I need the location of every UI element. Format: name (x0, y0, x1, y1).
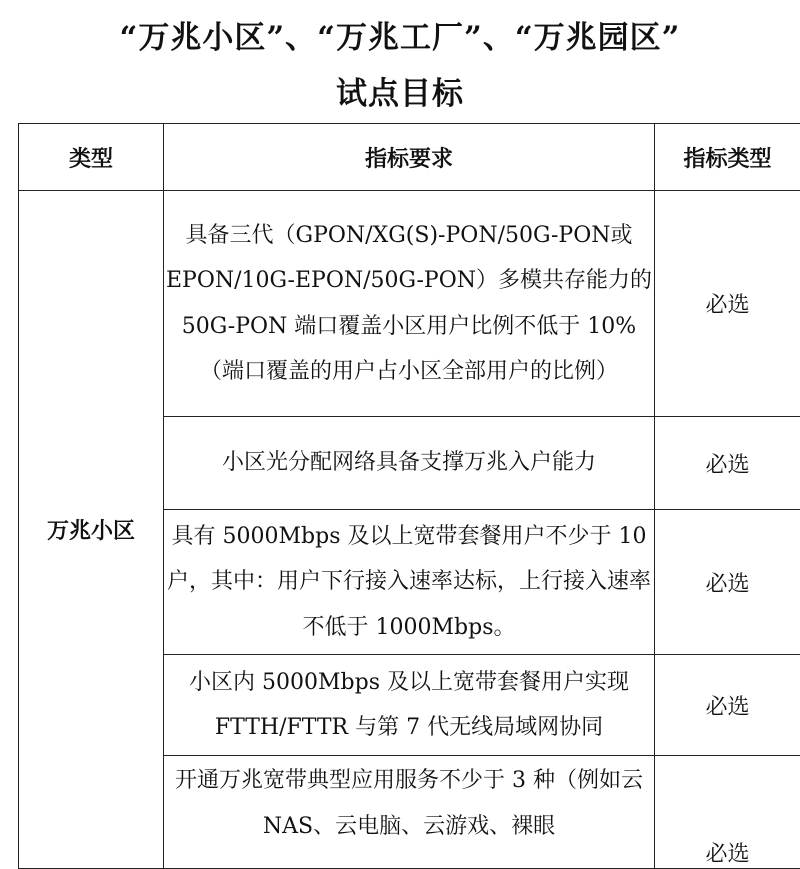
column-header-requirement: 指标要求 (164, 124, 655, 191)
requirement-cell: 小区内 5000Mbps 及以上宽带套餐用户实现 FTTH/FTTR 与第 7 代无线局域网协同 (164, 655, 655, 756)
document-title-line-1: “万兆小区”、“万兆工厂”、“万兆园区” (0, 12, 800, 57)
requirement-cell: 具有 5000Mbps 及以上宽带套餐用户不少于 10 户，其中：用户下行接入速率达标，上行接入速率不低于 1000Mbps。 (164, 510, 655, 655)
table-row (19, 191, 800, 417)
table-header-row (19, 124, 800, 191)
kind-cell: 必选 (655, 191, 800, 417)
pilot-targets-table (18, 123, 800, 869)
requirement-cell: 开通万兆宽带典型应用服务不少于 3 种（例如云 NAS、云电脑、云游戏、裸眼 (164, 756, 655, 869)
requirement-cell: 具备三代（GPON/XG(S)-PON/50G-PON或 EPON/10G-EPON/50G-PON）多模共存能力的 50G-PON 端口覆盖小区用户比例不低于 10%（端口覆盖的用户占小区全部用户的比例） (164, 191, 655, 417)
type-cell-community: 万兆小区 (19, 191, 164, 869)
kind-cell: 必选 (655, 510, 800, 655)
requirement-cell: 小区光分配网络具备支撑万兆入户能力 (164, 417, 655, 510)
kind-cell: 必选 (655, 417, 800, 510)
document-title-line-2: 试点目标 (0, 68, 800, 113)
column-header-type: 类型 (19, 124, 164, 191)
column-header-kind: 指标类型 (655, 124, 800, 191)
kind-cell: 必选 (655, 655, 800, 756)
kind-cell: 必选 (655, 756, 800, 869)
